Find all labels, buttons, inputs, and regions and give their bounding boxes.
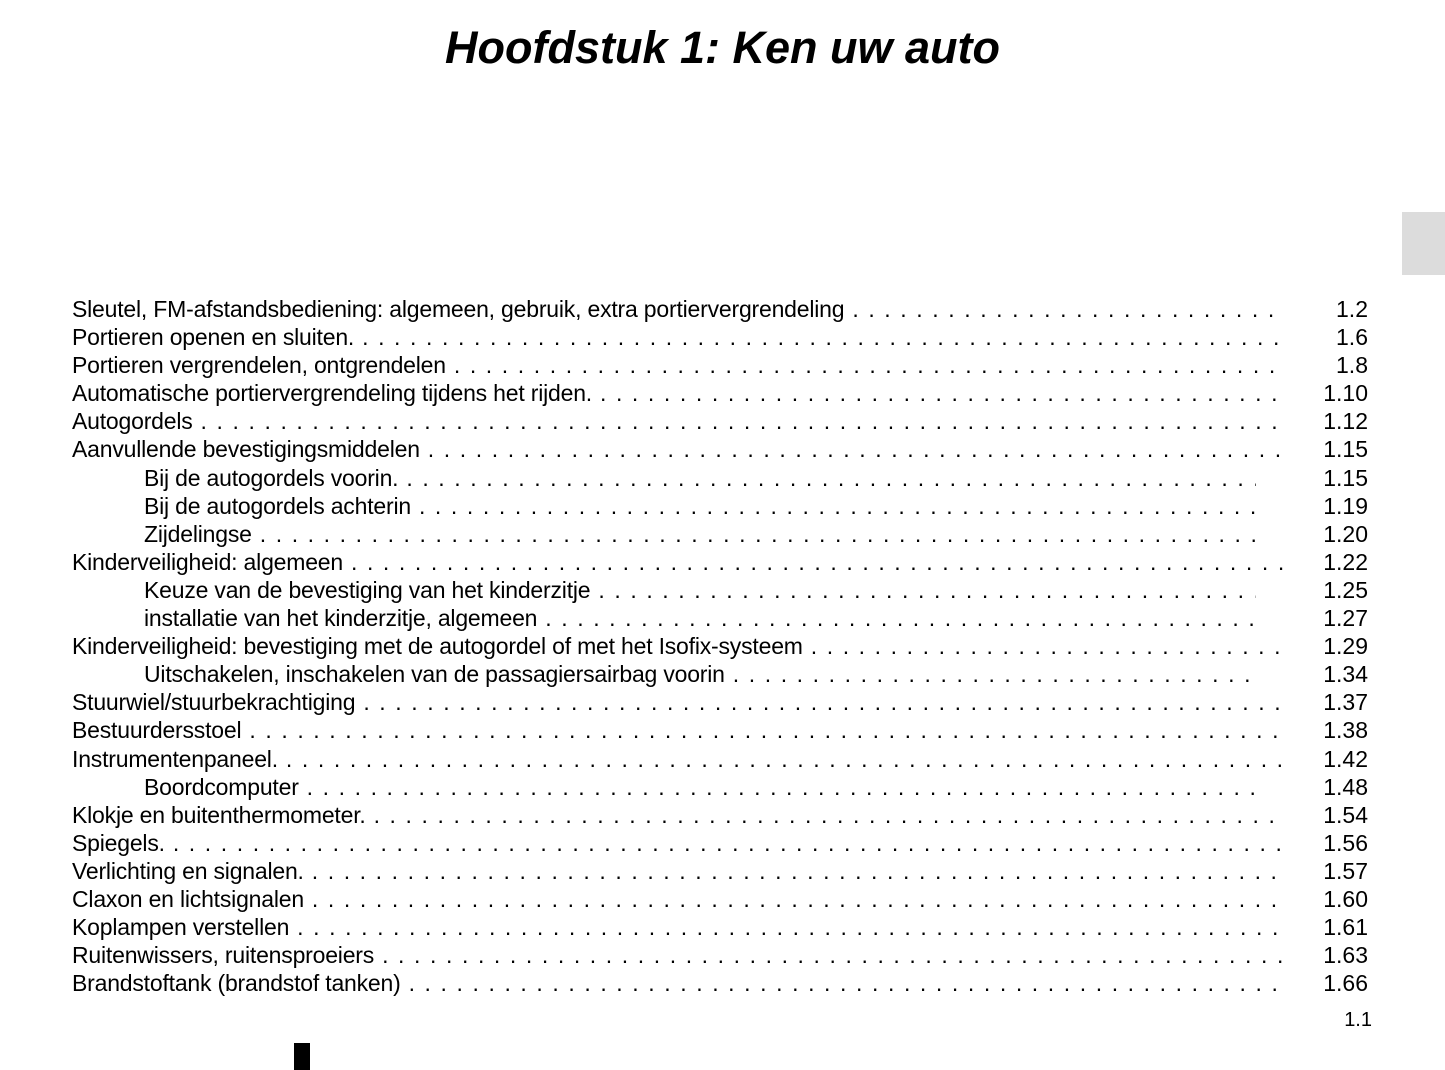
toc-entry-title: Keuze van de bevestiging van het kinderzitje . . . — [144, 576, 1256, 604]
toc-entry[interactable] — [72, 913, 1372, 941]
chapter-side-tab — [1402, 212, 1445, 275]
toc-entry-title: Sleutel, FM-afstandsbediening: algemeen, gebruik, extra portiervergrendeling . . . — [72, 295, 1284, 323]
toc-entry-page: 1.12 — [1323, 408, 1368, 435]
toc-entry[interactable] — [72, 829, 1372, 857]
toc-entry[interactable] — [72, 379, 1372, 407]
toc-entry-page: 1.25 — [1323, 576, 1368, 603]
toc-entry-title: Portieren openen en sluiten. . . . — [72, 323, 1284, 351]
toc-entry[interactable] — [72, 745, 1372, 773]
toc-entry-page: 1.37 — [1323, 689, 1368, 716]
toc-entry-page: 1.57 — [1323, 857, 1368, 884]
chapter-title: Hoofdstuk 1: Ken uw auto — [445, 22, 1000, 73]
toc-entry[interactable] — [72, 604, 1372, 632]
toc-entry[interactable] — [72, 351, 1372, 379]
toc-entry[interactable] — [72, 773, 1372, 801]
toc-entry-page: 1.20 — [1323, 520, 1368, 547]
toc-entry[interactable] — [72, 660, 1372, 688]
toc-entry-title: Kinderveiligheid: bevestiging met de autogordel of met het Isofix-systeem . . . — [72, 632, 1284, 660]
toc-entry-page: 1.48 — [1323, 773, 1368, 800]
toc-entry-title: Koplampen verstellen . . . — [72, 913, 1284, 941]
margin-mark — [294, 1043, 310, 1070]
toc-entry[interactable] — [72, 941, 1372, 969]
toc-entry-page: 1.10 — [1323, 380, 1368, 407]
toc-entry[interactable] — [72, 548, 1372, 576]
toc-entry[interactable] — [72, 520, 1372, 548]
toc-entry-page: 1.34 — [1323, 661, 1368, 688]
toc-entry-title: Stuurwiel/stuurbekrachtiging . . . — [72, 688, 1284, 716]
toc-entry[interactable] — [72, 885, 1372, 913]
toc-entry[interactable] — [72, 407, 1372, 435]
toc-entry-title: Bij de autogordels achterin . . . — [144, 492, 1256, 520]
toc-entry-page: 1.66 — [1323, 970, 1368, 997]
toc-entry[interactable] — [72, 435, 1372, 463]
toc-entry-title: Automatische portiervergrendeling tijdens het rijden. . . . — [72, 379, 1284, 407]
toc-entry-title: Verlichting en signalen. . . . — [72, 857, 1284, 885]
toc-entry[interactable] — [72, 492, 1372, 520]
toc-entry[interactable] — [72, 857, 1372, 885]
toc-entry-title: Boordcomputer . . . — [144, 773, 1256, 801]
toc-entry-title: Zijdelingse . . . — [144, 520, 1256, 548]
toc-entry-title: Ruitenwissers, ruitensproeiers . . . — [72, 941, 1284, 969]
toc-entry-title: Bestuurdersstoel . . . — [72, 716, 1284, 744]
toc-entry[interactable] — [72, 801, 1372, 829]
toc-entry-page: 1.2 — [1336, 296, 1368, 322]
toc-entry-title: Uitschakelen, inschakelen van de passagiersairbag voorin . . . — [144, 660, 1256, 688]
toc-entry-title: Claxon en lichtsignalen . . . — [72, 885, 1284, 913]
toc-entry-page: 1.15 — [1323, 436, 1368, 463]
toc-entry-title: Brandstoftank (brandstof tanken) . . . — [72, 969, 1284, 997]
toc-entry-title: Kinderveiligheid: algemeen . . . — [72, 548, 1284, 576]
page-number: 1.1 — [1344, 1009, 1372, 1031]
toc-entry-title: Portieren vergrendelen, ontgrendelen . . . — [72, 351, 1284, 379]
toc-entry[interactable] — [72, 632, 1372, 660]
toc-entry[interactable] — [72, 688, 1372, 716]
toc-entry[interactable] — [72, 969, 1372, 997]
toc-entry-page: 1.8 — [1336, 352, 1368, 379]
toc-entry-title: Autogordels . . . — [72, 407, 1284, 435]
toc-entry-page: 1.22 — [1323, 548, 1368, 575]
toc-entry-title: Klokje en buitenthermometer. . . . — [72, 801, 1284, 829]
toc-entry-title: installatie van het kinderzitje, algemeen . . . — [144, 604, 1256, 632]
toc-entry-page: 1.60 — [1323, 885, 1368, 912]
table-of-contents — [72, 295, 1372, 997]
toc-entry[interactable] — [72, 464, 1372, 492]
toc-entry-page: 1.27 — [1323, 605, 1368, 632]
toc-entry-title: Bij de autogordels voorin. . . . — [144, 464, 1256, 492]
toc-entry[interactable] — [72, 295, 1372, 323]
toc-entry-page: 1.56 — [1323, 829, 1368, 856]
toc-entry-page: 1.61 — [1323, 914, 1368, 941]
toc-entry-page: 1.54 — [1323, 801, 1368, 828]
toc-entry-page: 1.63 — [1323, 942, 1368, 969]
toc-entry[interactable] — [72, 323, 1372, 351]
toc-entry[interactable] — [72, 716, 1372, 744]
toc-entry-page: 1.6 — [1336, 324, 1368, 351]
toc-entry-page: 1.29 — [1323, 633, 1368, 660]
toc-entry-page: 1.19 — [1323, 492, 1368, 519]
toc-entry-page: 1.15 — [1323, 464, 1368, 491]
toc-entry[interactable] — [72, 576, 1372, 604]
toc-entry-title: Instrumentenpaneel. . . . — [72, 745, 1284, 773]
toc-entry-title: Spiegels. . . . — [72, 829, 1284, 857]
toc-entry-title: Aanvullende bevestigingsmiddelen . . . — [72, 435, 1284, 463]
toc-entry-page: 1.38 — [1323, 717, 1368, 744]
toc-entry-page: 1.42 — [1323, 745, 1368, 772]
